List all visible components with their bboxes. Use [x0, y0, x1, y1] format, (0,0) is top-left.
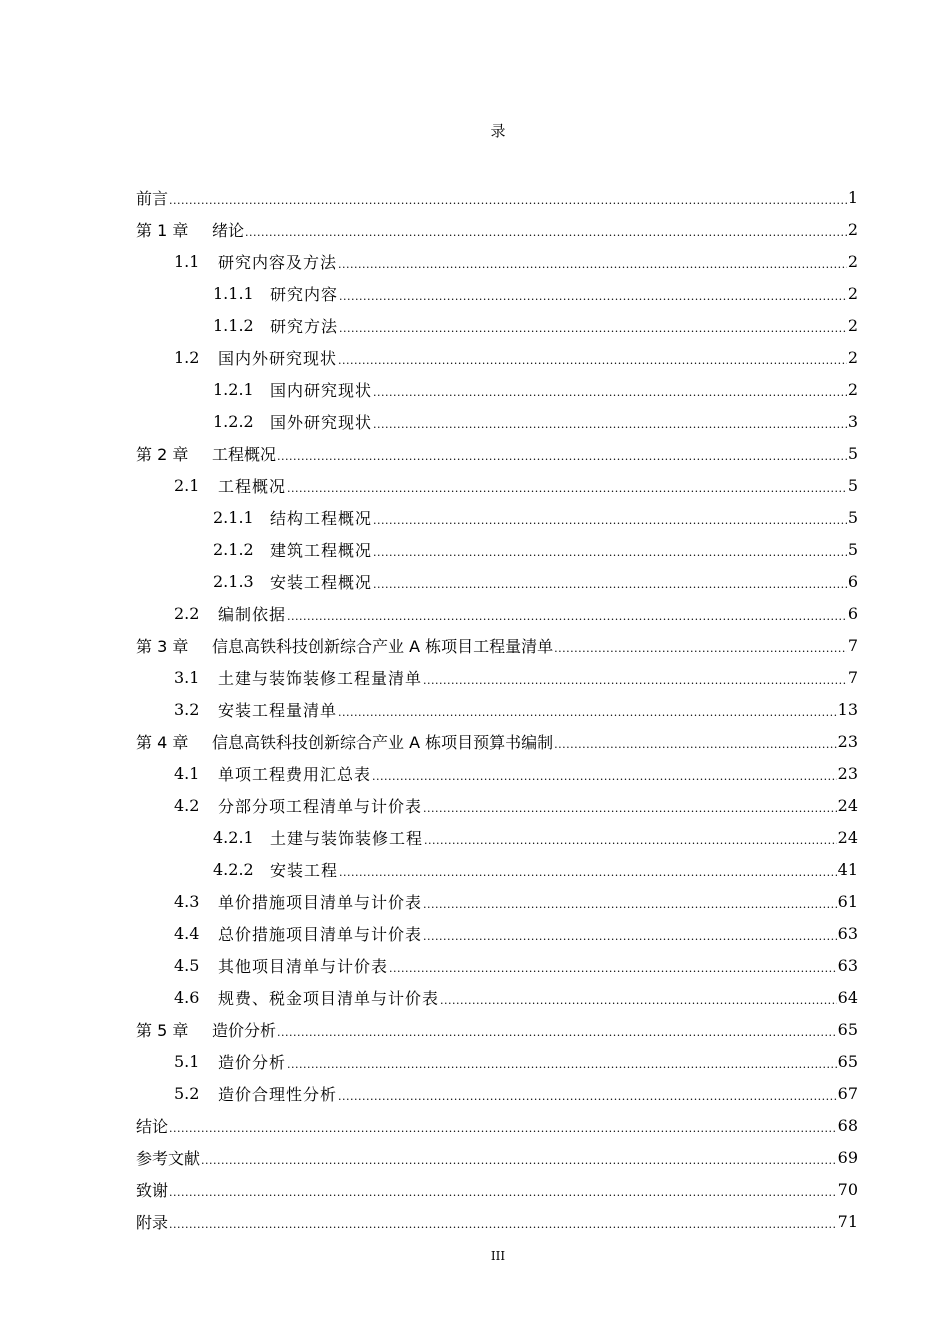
toc-entry-title: 研究内容及方法 [218, 252, 338, 272]
toc-entry[interactable] [136, 693, 858, 725]
toc-dot-leader [388, 962, 837, 975]
toc-entry-page: 63 [837, 923, 858, 943]
toc-entry[interactable] [136, 309, 858, 341]
toc-entry[interactable] [136, 821, 858, 853]
toc-entry-title: 造价分析 [218, 1052, 287, 1072]
toc-dot-leader [337, 1090, 837, 1103]
toc-dot-leader [553, 642, 847, 655]
toc-dot-leader [423, 834, 837, 847]
toc-dot-leader [422, 930, 837, 943]
toc-entry-title: 安装工程量清单 [218, 700, 338, 720]
toc-dot-leader [337, 706, 837, 719]
toc-entry-title: 参考文献 [136, 1148, 201, 1168]
toc-entry[interactable] [136, 1045, 858, 1077]
toc-dot-leader [372, 386, 847, 399]
toc-entry-number: 2.1 [174, 475, 200, 495]
toc-entry-page: 2 [847, 251, 858, 271]
toc-entry-number: 1.1.2 [213, 315, 254, 335]
toc-entry-title: 造价分析 [212, 1020, 277, 1040]
toc-entry-title: 结构工程概况 [270, 508, 373, 528]
toc-dot-leader [372, 514, 847, 527]
toc-entry[interactable] [136, 501, 858, 533]
toc-dot-leader [244, 226, 847, 239]
toc-entry-page: 61 [837, 891, 858, 911]
toc-entry[interactable] [136, 1013, 858, 1045]
toc-entry-number: 4.3 [174, 891, 200, 911]
toc-entry[interactable] [136, 565, 858, 597]
toc-entry[interactable] [136, 885, 858, 917]
toc-entry-page: 2 [847, 315, 858, 335]
toc-entry-title: 单项工程费用汇总表 [218, 764, 372, 784]
toc-entry-number: 2.1.3 [213, 571, 254, 591]
toc-entry-title: 信息高铁科技创新综合产业 A 栋项目预算书编制 [212, 732, 554, 752]
toc-entry[interactable] [136, 533, 858, 565]
toc-dot-leader [338, 322, 847, 335]
toc-dot-leader [168, 194, 847, 207]
toc-entry[interactable] [136, 917, 858, 949]
toc-entry-page: 69 [837, 1147, 858, 1167]
toc-entry-number: 3.2 [174, 699, 200, 719]
toc-entry-number: 第 5 章 [136, 1020, 189, 1040]
toc-entry-title: 国内研究现状 [270, 380, 373, 400]
toc-dot-leader [553, 738, 837, 751]
toc-dot-leader [168, 1186, 837, 1199]
toc-entry-page: 13 [837, 699, 858, 719]
toc-entry-title: 结论 [136, 1116, 169, 1136]
toc-entry-number: 第 2 章 [136, 444, 189, 464]
toc-entry-title: 工程概况 [218, 476, 287, 496]
toc-dot-leader [286, 482, 847, 495]
toc-entry-title: 安装工程概况 [270, 572, 373, 592]
toc-entry-page: 1 [847, 187, 858, 207]
toc-dot-leader [422, 898, 837, 911]
table-of-contents [136, 181, 858, 1237]
toc-entry-title: 造价合理性分析 [218, 1084, 338, 1104]
toc-entry[interactable] [136, 1077, 858, 1109]
toc-dot-leader [338, 290, 847, 303]
toc-entry-title: 信息高铁科技创新综合产业 A 栋项目工程量清单 [212, 636, 554, 656]
toc-entry-page: 65 [837, 1051, 858, 1071]
toc-entry[interactable] [136, 213, 858, 245]
toc-dot-leader [276, 1026, 837, 1039]
toc-dot-leader [372, 546, 847, 559]
toc-entry-title: 国内外研究现状 [218, 348, 338, 368]
toc-entry-page: 23 [837, 731, 858, 751]
toc-entry-number: 1.2.1 [213, 379, 254, 399]
toc-entry-number: 4.4 [174, 923, 200, 943]
toc-entry[interactable] [136, 853, 858, 885]
toc-entry[interactable] [136, 469, 858, 501]
toc-entry-page: 7 [847, 667, 858, 687]
toc-entry-page: 6 [847, 603, 858, 623]
toc-entry-page: 2 [847, 379, 858, 399]
toc-entry-page: 2 [847, 283, 858, 303]
toc-entry[interactable] [136, 757, 858, 789]
toc-entry[interactable] [136, 1141, 858, 1173]
toc-entry-number: 4.2 [174, 795, 200, 815]
toc-entry[interactable] [136, 1109, 858, 1141]
toc-entry-number: 4.6 [174, 987, 200, 1007]
toc-entry-page: 71 [837, 1211, 858, 1231]
toc-entry-number: 第 1 章 [136, 220, 189, 240]
toc-entry-title: 绪论 [212, 220, 245, 240]
toc-entry-number: 1.1.1 [213, 283, 254, 303]
toc-entry-title: 研究方法 [270, 316, 339, 336]
toc-entry-number: 5.1 [174, 1051, 200, 1071]
toc-entry-title: 研究内容 [270, 284, 339, 304]
toc-entry-title: 总价措施项目清单与计价表 [218, 924, 423, 944]
toc-dot-leader [286, 610, 847, 623]
page-title: 录 [490, 122, 506, 140]
toc-entry-number: 第 4 章 [136, 732, 189, 752]
toc-entry[interactable] [136, 277, 858, 309]
toc-entry-title: 单价措施项目清单与计价表 [218, 892, 423, 912]
toc-entry-title: 前言 [136, 188, 169, 208]
toc-dot-leader [439, 994, 837, 1007]
toc-entry-page: 65 [837, 1019, 858, 1039]
toc-entry-page: 3 [847, 411, 858, 431]
toc-entry-number: 1.1 [174, 251, 200, 271]
toc-entry[interactable] [136, 629, 858, 661]
toc-dot-leader [372, 418, 847, 431]
toc-entry[interactable] [136, 341, 858, 373]
toc-entry-page: 5 [847, 539, 858, 559]
toc-entry-title: 土建与装饰装修工程 [270, 828, 424, 848]
toc-entry-page: 6 [847, 571, 858, 591]
toc-entry[interactable] [136, 597, 858, 629]
toc-entry[interactable] [136, 789, 858, 821]
toc-entry[interactable] [136, 245, 858, 277]
toc-entry-page: 70 [837, 1179, 858, 1199]
toc-entry-title: 规费、税金项目清单与计价表 [218, 988, 440, 1008]
toc-entry[interactable] [136, 437, 858, 469]
toc-entry[interactable] [136, 405, 858, 437]
toc-entry-page: 67 [837, 1083, 858, 1103]
toc-entry-number: 5.2 [174, 1083, 200, 1103]
toc-entry-page: 24 [837, 827, 858, 847]
toc-dot-leader [286, 1058, 837, 1071]
toc-dot-leader [337, 354, 847, 367]
toc-entry-number: 2.2 [174, 603, 200, 623]
toc-entry-title: 分部分项工程清单与计价表 [218, 796, 423, 816]
toc-entry-number: 1.2 [174, 347, 200, 367]
toc-dot-leader [168, 1122, 837, 1135]
toc-entry-title: 附录 [136, 1212, 169, 1232]
toc-entry[interactable] [136, 181, 858, 213]
toc-entry-page: 2 [847, 347, 858, 367]
toc-entry-page: 63 [837, 955, 858, 975]
toc-entry-number: 1.2.2 [213, 411, 254, 431]
toc-entry-title: 建筑工程概况 [270, 540, 373, 560]
toc-entry-title: 安装工程 [270, 860, 339, 880]
toc-entry-title: 土建与装饰装修工程量清单 [218, 668, 423, 688]
toc-entry-page: 2 [847, 219, 858, 239]
toc-entry-title: 编制依据 [218, 604, 287, 624]
toc-entry-page: 7 [847, 635, 858, 655]
toc-entry-page: 24 [837, 795, 858, 815]
toc-entry-page: 41 [837, 859, 858, 879]
toc-entry[interactable] [136, 981, 858, 1013]
toc-dot-leader [338, 866, 837, 879]
toc-entry-title: 工程概况 [212, 444, 277, 464]
toc-dot-leader [372, 578, 847, 591]
toc-entry-number: 4.2.1 [213, 827, 254, 847]
page-number: III [490, 1249, 506, 1263]
toc-dot-leader [168, 1218, 837, 1231]
toc-dot-leader [200, 1154, 837, 1167]
toc-entry-page: 5 [847, 443, 858, 463]
toc-entry[interactable] [136, 1173, 858, 1205]
toc-dot-leader [337, 258, 847, 271]
toc-entry-number: 第 3 章 [136, 636, 189, 656]
toc-entry[interactable] [136, 1205, 858, 1237]
toc-entry[interactable] [136, 661, 858, 693]
toc-entry-title: 国外研究现状 [270, 412, 373, 432]
toc-dot-leader [422, 674, 847, 687]
toc-entry-page: 5 [847, 507, 858, 527]
toc-entry-number: 2.1.1 [213, 507, 254, 527]
toc-entry-number: 3.1 [174, 667, 200, 687]
toc-entry-page: 68 [837, 1115, 858, 1135]
toc-entry[interactable] [136, 725, 858, 757]
toc-entry-page: 23 [837, 763, 858, 783]
toc-dot-leader [422, 802, 837, 815]
toc-entry-number: 4.5 [174, 955, 200, 975]
toc-entry[interactable] [136, 949, 858, 981]
toc-entry-number: 4.1 [174, 763, 200, 783]
toc-entry-number: 2.1.2 [213, 539, 254, 559]
toc-entry-page: 5 [847, 475, 858, 495]
toc-entry-title: 其他项目清单与计价表 [218, 956, 389, 976]
toc-entry[interactable] [136, 373, 858, 405]
toc-entry-number: 4.2.2 [213, 859, 254, 879]
toc-dot-leader [371, 770, 837, 783]
toc-entry-page: 64 [837, 987, 858, 1007]
toc-entry-title: 致谢 [136, 1180, 169, 1200]
toc-dot-leader [276, 450, 847, 463]
